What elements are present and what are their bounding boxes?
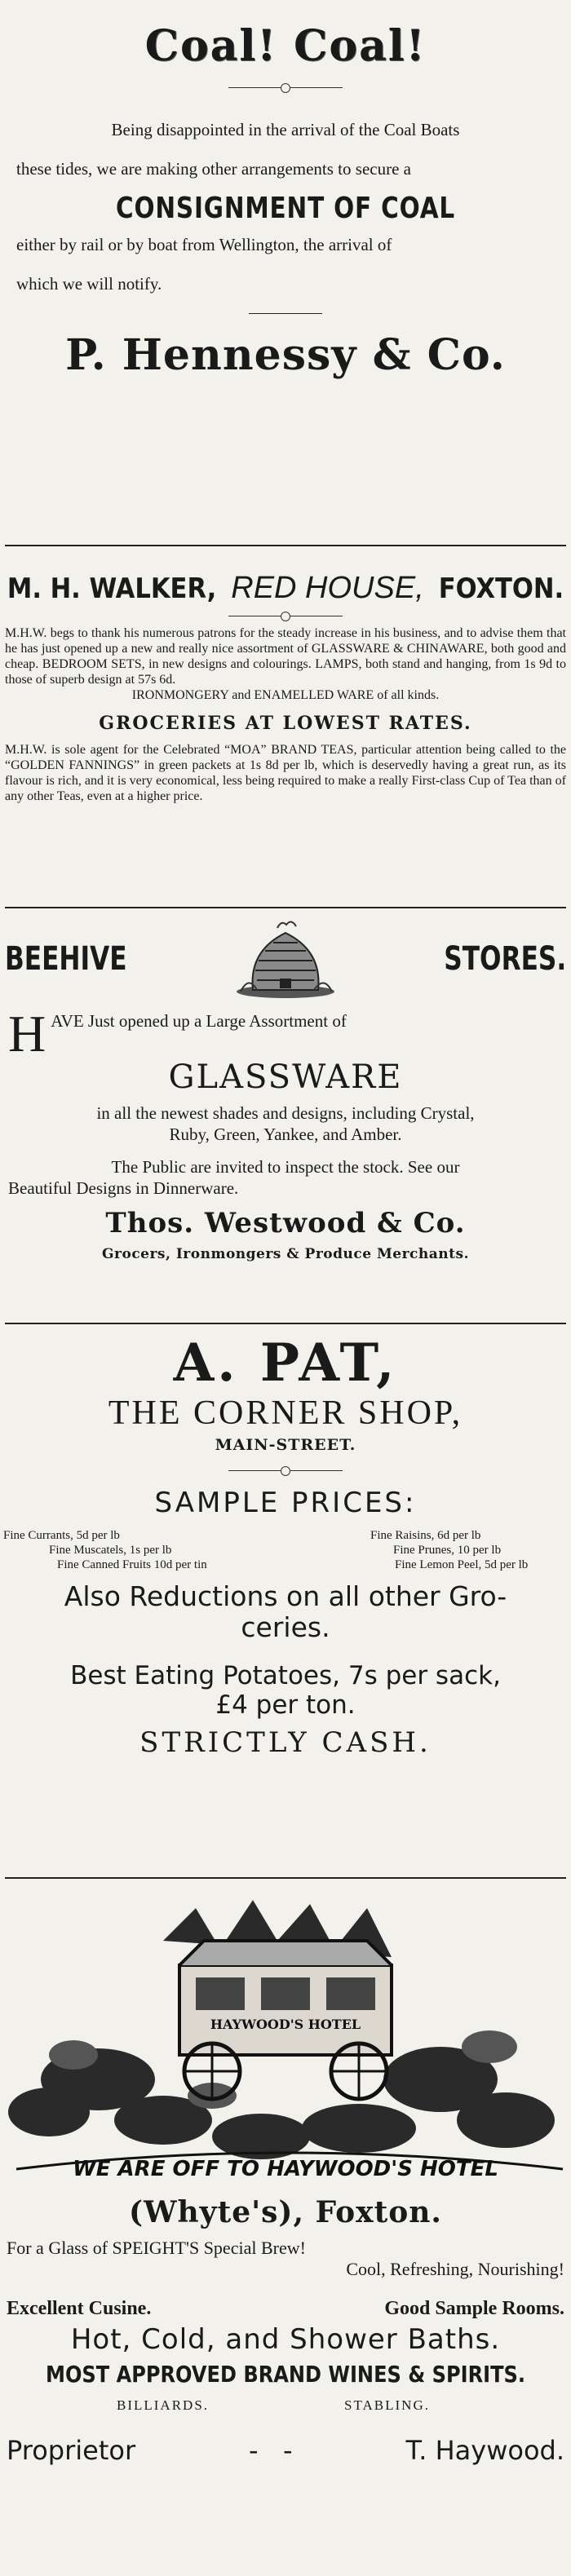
divider-rule bbox=[5, 1877, 566, 1879]
westwood-trade: Grocers, Ironmongers & Produce Merchants. bbox=[102, 1246, 469, 1262]
wines-line: MOST APPROVED BRAND WINES & SPIRITS. bbox=[46, 2361, 525, 2388]
beehive-advert bbox=[0, 918, 571, 1262]
ornament-divider bbox=[228, 611, 343, 621]
beehive-intro: AVE Just opened up a Large Assortment of bbox=[51, 1011, 347, 1031]
price-item: Fine Canned Fruits 10d per tin bbox=[57, 1558, 207, 1571]
consignment-heading: CONSIGNMENT OF COAL bbox=[115, 192, 456, 225]
drop-cap: H bbox=[8, 1005, 46, 1063]
stores-word: STORES. bbox=[444, 940, 566, 978]
main-street: MAIN-STREET. bbox=[215, 1436, 356, 1454]
price-list bbox=[0, 1529, 571, 1575]
westwood-firm: Thos. Westwood & Co. bbox=[105, 1207, 466, 1239]
pat-name: A. PAT, bbox=[173, 1332, 398, 1394]
groceries-heading: GROCERIES AT LOWEST RATES. bbox=[99, 713, 472, 734]
sample-prices-heading: SAMPLE PRICES: bbox=[154, 1487, 417, 1519]
divider-rule bbox=[5, 907, 566, 908]
price-item: Fine Raisins, 6d per lb bbox=[370, 1529, 481, 1542]
invite-line-1: The Public are invited to inspect the stock. See our bbox=[111, 1157, 460, 1177]
hotel-name: (Whyte's), Foxton. bbox=[129, 2195, 442, 2229]
coach-illustration bbox=[0, 1892, 571, 2194]
proprietor-label: Proprietor bbox=[7, 2435, 136, 2466]
also-reductions-1: Also Reductions on all other Gro- bbox=[64, 1580, 507, 1612]
strictly-cash: STRICTLY CASH. bbox=[139, 1726, 432, 1759]
also-reductions-2: ceries. bbox=[241, 1611, 330, 1643]
moa-tea-text: M.H.W. is sole agent for the Celebrated “MOA” BRAND TEAS, particular attention being called to the “GOLDEN FANNINGS” in green packets at 1s 8d per lb, which is deservedly having a great run, as its flavour is rich, and it is very economical, less being required to make a really First-class Cup of Tea than of any other Teas, even at a higher price. bbox=[5, 743, 566, 803]
sample-rooms-label: Good Sample Rooms. bbox=[384, 2298, 564, 2319]
glassware-heading: GLASSWARE bbox=[168, 1058, 403, 1096]
coal-line-3: either by rail or by boat from Wellington, the arrival of bbox=[16, 235, 392, 254]
speights-line-1: For a Glass of SPEIGHT'S Special Brew! bbox=[7, 2238, 306, 2258]
billiards-label: BILLIARDS. bbox=[117, 2397, 210, 2413]
dash-separator: - - bbox=[248, 2435, 293, 2466]
potato-price-1: Best Eating Potatoes, 7s per sack, bbox=[70, 1661, 501, 1690]
price-item: Fine Prunes, 10 per lb bbox=[393, 1544, 502, 1557]
coal-line-2: these tides, we are making other arrangements to secure a bbox=[16, 159, 411, 179]
walker-advert bbox=[0, 571, 571, 804]
baths-line: Hot, Cold, and Shower Baths. bbox=[70, 2323, 501, 2356]
glass-shades-1: in all the newest shades and designs, including Crystal, bbox=[96, 1103, 475, 1123]
hennessy-name: P. Hennessy & Co. bbox=[65, 330, 506, 380]
price-item: Fine Muscatels, 1s per lb bbox=[49, 1544, 172, 1557]
speights-line-2: Cool, Refreshing, Nourishing! bbox=[346, 2259, 564, 2279]
hotel-banner: WE ARE OFF TO HAYWOOD'S HOTEL bbox=[73, 2157, 498, 2181]
price-item: Fine Currants, 5d per lb bbox=[3, 1529, 120, 1542]
walker-name: M. H. WALKER, bbox=[7, 572, 217, 605]
coal-line-1: Being disappointed in the arrival of the Coal Boats bbox=[111, 120, 460, 139]
proprietor-name: T. Haywood. bbox=[405, 2435, 564, 2466]
ornament-divider bbox=[228, 1465, 343, 1475]
walker-town: FOXTON. bbox=[438, 572, 564, 605]
divider-rule bbox=[5, 545, 566, 546]
beehive-illustration bbox=[232, 918, 339, 1000]
coal-headline: Coal! Coal! bbox=[144, 21, 427, 71]
cuisine-label: Excellent Cusine. bbox=[7, 2298, 152, 2319]
potato-price-2: £4 per ton. bbox=[215, 1690, 356, 1720]
hotel-advert bbox=[0, 2195, 571, 2466]
beehive-word: BEEHIVE bbox=[5, 940, 127, 978]
invite-line-2: Beautiful Designs in Dinnerware. bbox=[8, 1178, 239, 1198]
walker-ironmongery: IRONMONGERY and ENAMELLED WARE of all kinds. bbox=[131, 688, 440, 702]
ornament-divider bbox=[228, 82, 343, 92]
coal-advert bbox=[0, 21, 571, 380]
short-rule bbox=[249, 313, 322, 314]
pat-advert bbox=[0, 1332, 571, 1759]
red-house-label: RED HOUSE, bbox=[231, 571, 424, 605]
coach-sign: HAYWOOD'S HOTEL bbox=[210, 2017, 361, 2032]
price-item: Fine Lemon Peel, 5d per lb bbox=[395, 1558, 529, 1571]
walker-body: M.H.W. begs to thank his numerous patrons for the steady increase in his business, and to advise them that he has just opened up a new and really nice assortment of GLASSWARE & CHINAWARE, both good and cheap. BEDROOM SETS, in new designs and colourings. LAMPS, both stand and hanging, from 1s 9d to those of superb design at 57s 6d. bbox=[5, 626, 566, 687]
glass-shades-2: Ruby, Green, Yankee, and Amber. bbox=[169, 1125, 402, 1144]
corner-shop: THE CORNER SHOP, bbox=[108, 1394, 463, 1432]
divider-rule bbox=[5, 1323, 566, 1324]
stabling-label: STABLING. bbox=[344, 2397, 430, 2413]
coal-line-4: which we will notify. bbox=[16, 274, 162, 294]
